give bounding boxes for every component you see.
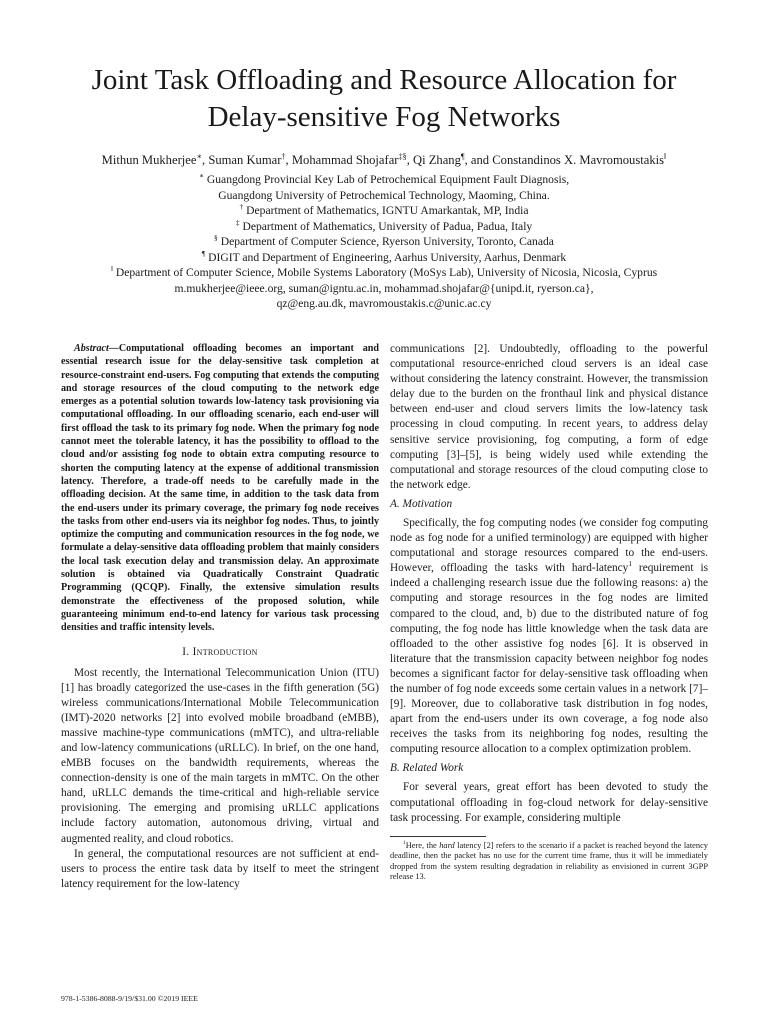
copyright-notice: 978-1-5386-8088-9/19/$31.00 ©2019 IEEE bbox=[61, 994, 198, 1003]
affiliation-line bbox=[20, 219, 748, 235]
affiliation-mark: ¶ bbox=[201, 248, 206, 258]
author-5: , and Constandinos X. Mavromoustakis bbox=[464, 153, 665, 167]
footnote bbox=[390, 841, 708, 883]
affiliation-text: DIGIT and Department of Engineering, Aarhus University, Aarhus, Denmark bbox=[205, 250, 567, 264]
author-5-mark: ‖ bbox=[664, 151, 667, 161]
subsection-heading-motivation: A. Motivation bbox=[390, 497, 453, 510]
abstract bbox=[61, 342, 379, 635]
title-line-2: Delay-sensitive Fog Networks bbox=[207, 101, 561, 133]
title-line-1: Joint Task Offloading and Resource Allocation for bbox=[91, 64, 677, 96]
affiliation-text: Department of Mathematics, University of Padua, Padua, Italy bbox=[239, 219, 533, 233]
author-4-mark: ¶ bbox=[460, 151, 465, 161]
author-1: Mithun Mukherjee bbox=[101, 153, 197, 167]
author-3-mark: ‡§ bbox=[398, 151, 407, 161]
affiliation-mark: ‖ bbox=[110, 264, 113, 274]
affiliation-text: Department of Computer Science, Mobile Systems Laboratory (MoSys Lab), University of Nicosia, Nicosia, Cyprus bbox=[112, 266, 658, 279]
email-line bbox=[20, 296, 748, 312]
affiliation-line bbox=[20, 188, 748, 204]
motivation-text-b: requirement is indeed a challenging research issue due the following reasons: a) the computing and storage resources in the fog nodes are limited compared to the cloud, and, b) due to the distributed nature of fog computing, the fog node has little knowledge when the task data are offloaded to the other assistive fog nodes [6]. It is observed in literature that the transmission capacity between neighbor fog nodes becomes a significant factor for delay-sensitive task offloading when the number of fog node exceeds some certain values in a network [7]–[9]. Moreover, due to collaborative task distribution in fog nodes, apart from the end-users under its own coverage, a fog node also receives the tasks from its neighboring fog nodes, resulting the computing resource allocation to a complex optimization problem. bbox=[390, 562, 708, 756]
author-3: , Mohammad Shojafar bbox=[285, 153, 399, 167]
right-column bbox=[390, 342, 708, 882]
affiliation-text: Department of Mathematics, IGNTU Amarkantak, MP, India bbox=[243, 204, 529, 217]
subsection-heading-related-work: B. Related Work bbox=[390, 762, 464, 775]
footnote-emphasis: hard bbox=[439, 840, 455, 850]
email-line bbox=[20, 281, 748, 297]
footnote-text-post: latency [2] refers to the scenario if a packet is reached beyond the latency deadline, then the packet has no use for the current time frame, thus it will be immediately dropped from the system resulting degradation in reliability as envisioned in current 3GPP release 13. bbox=[390, 840, 708, 881]
left-column bbox=[61, 342, 379, 892]
affiliation-mark: ∗ bbox=[198, 171, 204, 181]
author-2-mark: † bbox=[281, 151, 286, 161]
affiliation-mark: † bbox=[239, 202, 244, 212]
author-2: , Suman Kumar bbox=[202, 153, 282, 167]
footnote-divider bbox=[390, 836, 486, 837]
motivation-paragraph bbox=[390, 516, 708, 758]
author-4: , Qi Zhang bbox=[406, 153, 461, 167]
author-1-mark: ∗ bbox=[196, 151, 203, 161]
affiliation-text: Guangdong Provincial Key Lab of Petrochemical Equipment Fault Diagnosis, bbox=[203, 173, 570, 186]
email-text: m.mukherjee@ieee.org, suman@igntu.ac.in, mohammad.shojafar@{unipd.it, ryerson.ca}, bbox=[174, 281, 594, 295]
affiliation-line bbox=[20, 250, 748, 266]
paper-title bbox=[20, 62, 748, 136]
affiliation-block bbox=[20, 172, 748, 312]
affiliation-mark: § bbox=[214, 233, 218, 243]
related-work-paragraph: For several years, great effort has been devoted to study the computational offloading in fog-cloud network for delay-sensitive task processing. For example, considering multiple bbox=[390, 781, 708, 824]
intro-paragraph-2: In general, the computational resources are not sufficient at end-users to process the entire task data by itself to meet the stringent latency requirement for the low-latency bbox=[61, 847, 379, 890]
footnote-mark: 1 bbox=[403, 839, 406, 846]
section-heading-introduction: I. Introduction bbox=[182, 645, 258, 658]
intro-paragraph-1: Most recently, the International Telecommunication Union (ITU) [1] has broadly categorized the use-cases in the fifth generation (5G) wireless communications/International Mobile Telecommunication (IMT)-2020 networks [2] into evolved mobile broadband (eMBB), massive machine-type communications (mMTC), and ultra-reliable and low-latency communications (uRLLC). In brief, on the one hand, eMBB focuses on the bandwidth requirements, whereas the connection-density is one of the main targets in mMTC. On the other hand, uRLLC demands the time-critical and high-reliable service provisioning. The emerging and promising uRLLC applications include factory automation, autonomous driving, virtual and augmented reality, and cloud robotics. bbox=[61, 666, 379, 845]
motivation-text-a: Specifically, the fog computing nodes (we consider fog computing node as fog node for a unified terminology) are equipped with higher computational and storage resources compared to the end-users. However, offloading the tasks with hard-latency bbox=[390, 516, 708, 575]
affiliation-line bbox=[20, 203, 748, 219]
author-list bbox=[20, 152, 748, 168]
footnote-text-pre: Here, the bbox=[405, 840, 440, 850]
affiliation-line bbox=[20, 234, 748, 250]
email-text: qz@eng.au.dk, mavromoustakis.c@unic.ac.cy bbox=[276, 297, 492, 310]
affiliation-text: Guangdong University of Petrochemical Technology, Maoming, China. bbox=[218, 188, 550, 202]
affiliation-line bbox=[20, 172, 748, 188]
affiliation-text: Department of Computer Science, Ryerson University, Toronto, Canada bbox=[217, 235, 554, 248]
affiliation-mark: ‡ bbox=[235, 217, 240, 227]
abstract-label: Abstract bbox=[74, 343, 109, 354]
abstract-text: —Computational offloading becomes an important and essential research issue for the delay-sensitive task completion at resource-constraint end-users. Fog computing that extends the computing and storage resources of the cloud computing to the network edge emerges as a potential solution towards low-latency task provisioning via computational offloading. In our offloading scenario, each end-user will first offload the task to its primary fog node. When the primary fog node cannot meet the tolerable latency, it has the possibility to offload to the cloud and/or assisting fog node to obtain extra computing resource to shorten the computing latency at the expense of additional transmission latency. Therefore, a trade-off needs to be carefully made in the offloading decision. At the same time, in addition to the task data from the end-users under its primary coverage, the primary fog node receives the tasks from other end-users via its neighbor fog nodes. Thus, to jointly optimize the computing and communication resources in the fog node, we formulate a delay-sensitive data offloading problem that mainly considers the local task execution delay and transmission delay. An approximate solution is obtained via Quadratically Constraint Quadratic Programming (QCQP). Finally, the extensive simulation results demonstrate the effectiveness of the proposed solution, while guaranteeing minimum end-to-end latency for various task processing densities and traffic intensity levels. bbox=[61, 343, 379, 634]
affiliation-line bbox=[20, 265, 748, 281]
intro-paragraph-2-continued: communications [2]. Undoubtedly, offloading to the powerful computational resource-enriched cloud servers is an ideal case without considering the latency constraint. However, the transmission delay due to the burden on the fronthaul link and physical distance between end-user and cloud servers limits the low-latency task processing in cloud computing. In recent years, to address delay sensitive service provisioning, fog computing, a form of edge computing [3]–[5], is being widely used while extending the computational and storage resources of the cloud computing close to the network edge. bbox=[390, 343, 708, 491]
footnote-ref: 1 bbox=[628, 559, 632, 569]
